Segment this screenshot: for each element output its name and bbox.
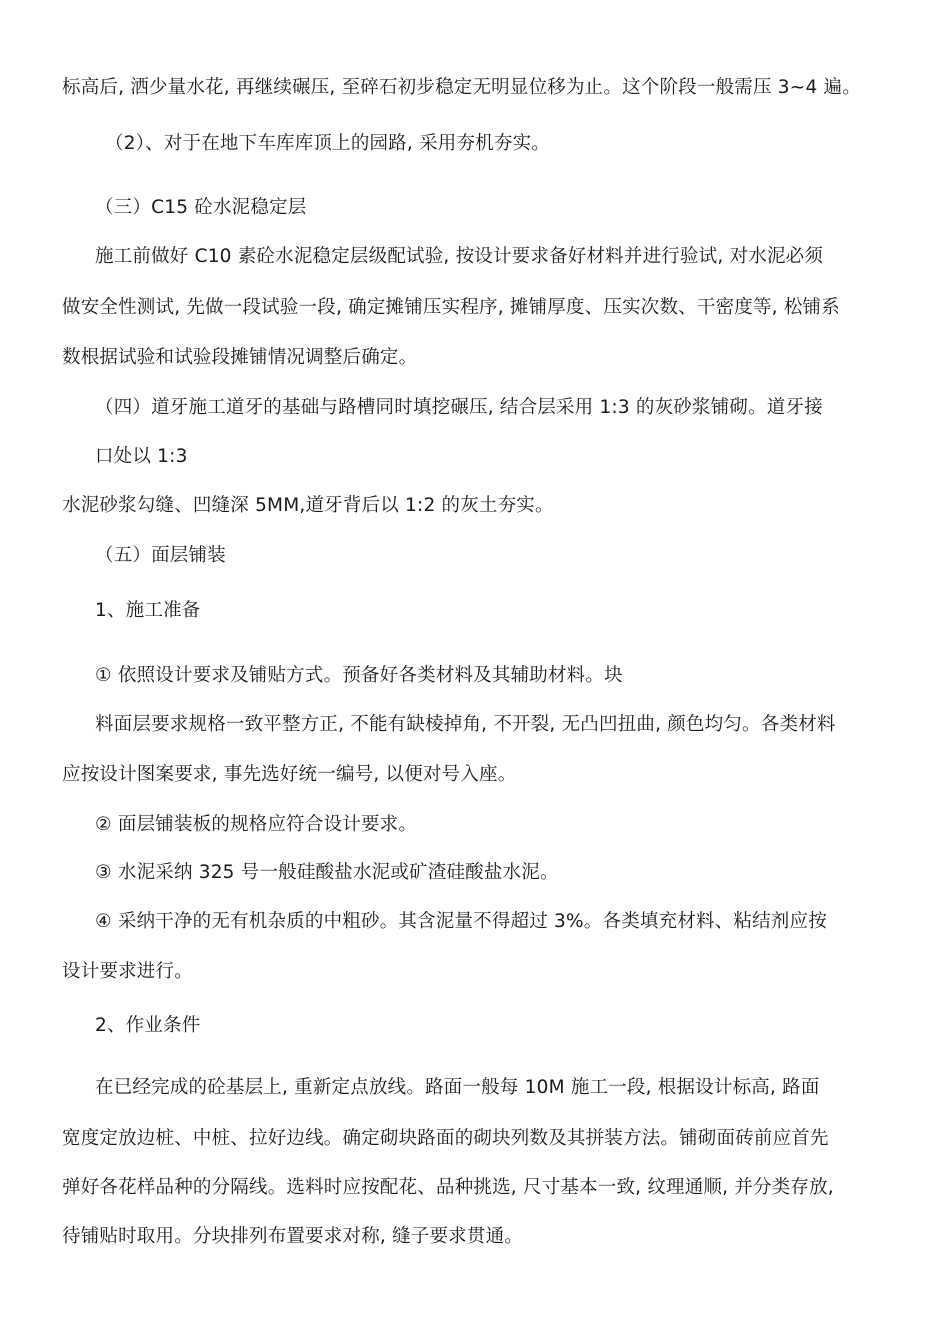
paragraph-line: 施工前做好 C10 素砼水泥稳定层级配试验, 按设计要求备好材料并进行验试, 对水泥必须 [95,246,824,267]
paragraph-line: 料面层要求规格一致平整方正, 不能有缺棱掉角, 不开裂, 无凸凹扭曲, 颜色均匀。各类材料 [95,714,836,735]
paragraph-line: 待铺贴时取用。分块排列布置要求对称, 缝子要求贯通。 [62,1226,523,1247]
paragraph-line: 口处以 1:3 [95,446,188,467]
section-heading: （五）面层铺装 [95,545,226,566]
paragraph-line: 宽度定放边桩、中桩、拉好边线。确定砌块路面的砌块列数及其拼装方法。铺砌面砖前应首先 [62,1128,829,1149]
paragraph-line: 应按设计图案要求, 事先选好统一编号, 以便对号入座。 [62,764,517,785]
paragraph-line: （2）、对于在地下车库库顶上的园路, 采用夯机夯实。 [105,133,550,154]
list-item: ③ 水泥采纳 325 号一般硅酸盐水泥或矿渣硅酸盐水泥。 [95,862,559,883]
paragraph-line: 标高后, 洒少量水花, 再继续碾压, 至碎石初步稳定无明显位移为止。这个阶段一般需压 3~4 遍。 [62,77,861,98]
subsection-heading: 1、施工准备 [95,600,201,621]
paragraph-line: （四）道牙施工道牙的基础与路槽同时填挖碾压, 结合层采用 1:3 的灰砂浆铺砌。道牙接 [95,397,823,418]
paragraph-line: 设计要求进行。 [62,961,193,982]
paragraph-line: 弹好各花样品种的分隔线。选料时应按配花、品种挑选, 尺寸基本一致, 纹理通顺, 并分类存放, [62,1177,834,1198]
paragraph-line: 水泥砂浆勾缝、凹缝深 5MM,道牙背后以 1:2 的灰土夯实。 [62,495,554,516]
list-item: ④ 采纳干净的无有机杂质的中粗砂。其含泥量不得超过 3%。各类填充材料、粘结剂应按 [95,911,827,932]
paragraph-line: 在已经完成的砼基层上, 重新定点放线。路面一般每 10M 施工一段, 根据设计标高, 路面 [95,1077,820,1098]
list-item: ① 依照设计要求及铺贴方式。预备好各类材料及其辅助材料。块 [95,665,623,686]
section-heading: （三）C15 砼水泥稳定层 [95,197,307,218]
paragraph-line: 数根据试验和试验段摊铺情况调整后确定。 [62,347,418,368]
list-item: ② 面层铺装板的规格应符合设计要求。 [95,814,418,835]
paragraph-line: 做安全性测试, 先做一段试验一段, 确定摊铺压实程序, 摊铺厚度、压实次数、干密度等, 松铺系 [62,297,840,318]
subsection-heading: 2、作业条件 [95,1015,201,1036]
